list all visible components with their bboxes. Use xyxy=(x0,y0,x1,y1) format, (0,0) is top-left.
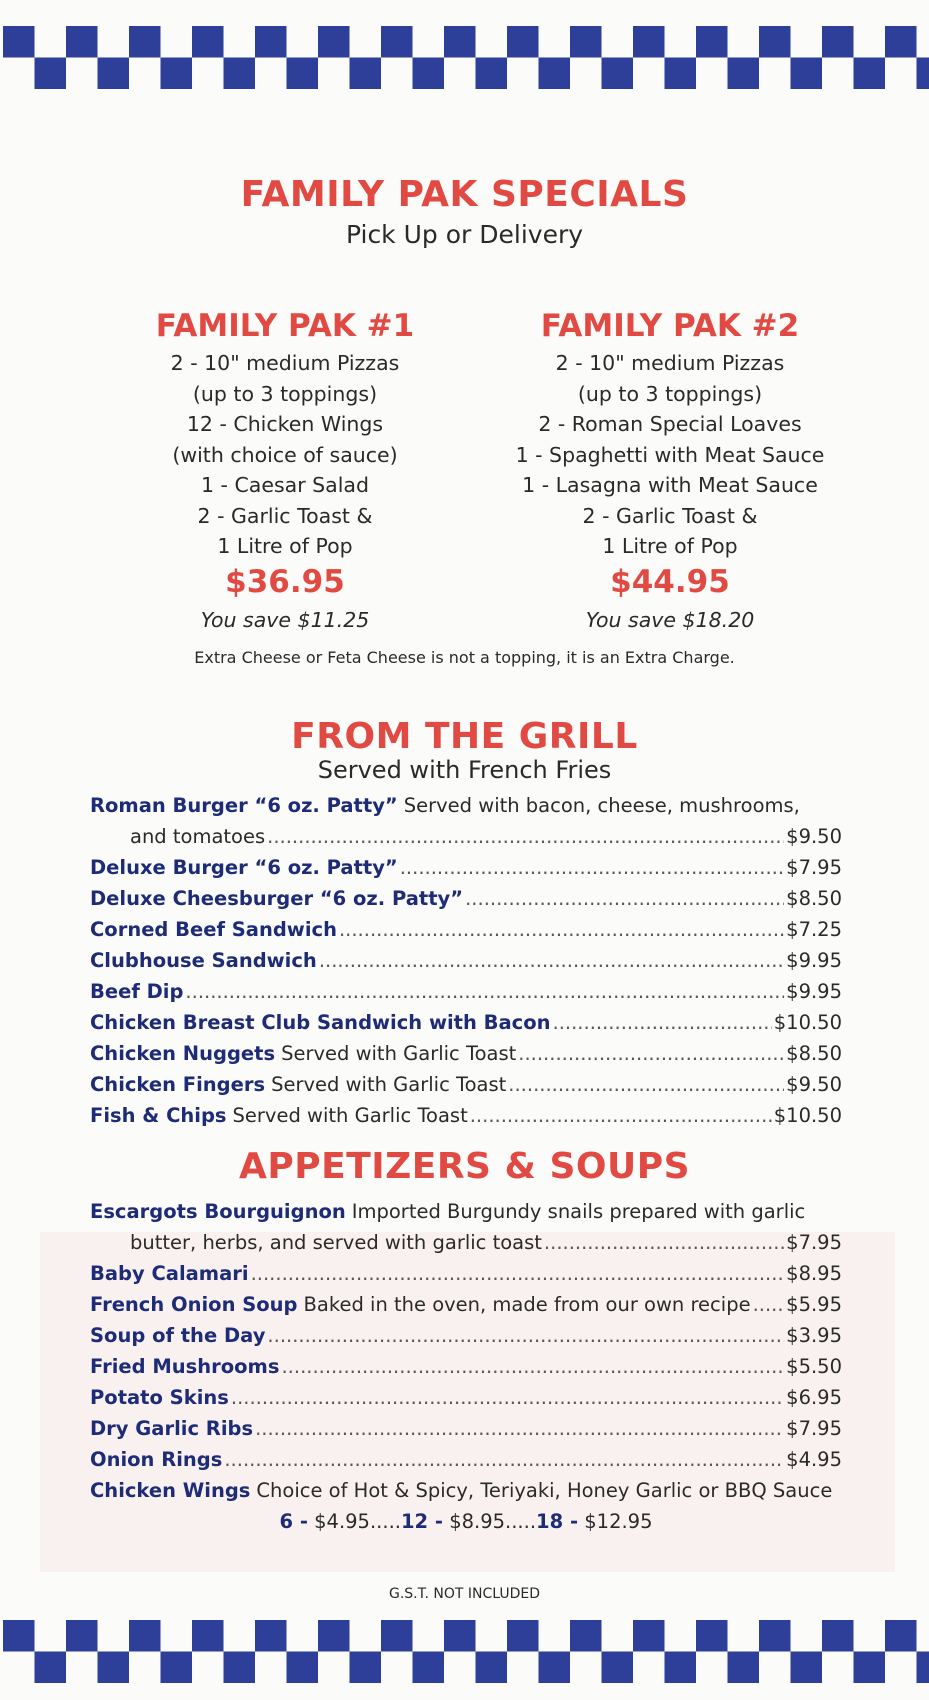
item-name: Fish & Chips xyxy=(90,1104,227,1127)
item-name: Potato Skins xyxy=(90,1386,229,1409)
checker-square xyxy=(255,26,287,58)
item-name: Corned Beef Sandwich xyxy=(90,918,337,941)
checker-square xyxy=(35,58,67,90)
family-pak-subtitle: Pick Up or Delivery xyxy=(345,220,584,249)
chicken-wings-prices xyxy=(90,1506,842,1537)
checker-square xyxy=(570,26,602,58)
item-price: $8.50 xyxy=(786,1042,842,1065)
checker-square xyxy=(633,26,665,58)
pak-2-lines xyxy=(505,348,835,562)
checker-square xyxy=(318,1620,350,1652)
checker-square xyxy=(665,1652,697,1684)
item-name: French Onion Soup xyxy=(90,1293,298,1316)
item-name: Beef Dip xyxy=(90,980,184,1003)
item-price: $5.50 xyxy=(786,1355,842,1378)
item-price: $9.50 xyxy=(786,825,842,848)
checker-square xyxy=(350,58,382,90)
item-price: $9.95 xyxy=(786,949,842,972)
pak-1-lines xyxy=(120,348,450,562)
checker-square xyxy=(381,1620,413,1652)
checker-border-top xyxy=(0,26,929,90)
leader-dots xyxy=(255,1413,784,1444)
menu-item xyxy=(90,1351,842,1382)
item-price: $7.95 xyxy=(786,856,842,879)
item-description: Served with Garlic Toast xyxy=(232,1104,468,1127)
checker-square xyxy=(98,58,130,90)
pak-1-savings: You save $11.25 xyxy=(200,607,370,632)
checker-square xyxy=(287,1652,319,1684)
menu-item xyxy=(90,914,842,945)
checker-square xyxy=(224,1652,256,1684)
checker-square xyxy=(633,1620,665,1652)
checker-square xyxy=(822,26,854,58)
menu-item xyxy=(90,1289,842,1320)
grill-item-list xyxy=(90,790,842,1131)
checker-square xyxy=(161,58,193,90)
checker-square xyxy=(539,58,571,90)
checker-square xyxy=(759,1620,791,1652)
wings-count: 6 - xyxy=(279,1510,308,1533)
pak-2-line: (up to 3 toppings) xyxy=(577,381,763,406)
leader-dots xyxy=(753,1289,785,1320)
item-price: $7.95 xyxy=(786,1417,842,1440)
item-price: $8.50 xyxy=(786,887,842,910)
item-price: $7.25 xyxy=(786,918,842,941)
menu-item-roman-burger-cont xyxy=(90,821,842,852)
checker-square xyxy=(413,1652,445,1684)
checker-square xyxy=(885,26,917,58)
pak-1-line: 12 - Chicken Wings xyxy=(186,412,384,436)
pak-2-line: 1 - Lasagna with Meat Sauce xyxy=(522,473,818,497)
grill-subtitle: Served with French Fries xyxy=(317,756,612,784)
leader-dots xyxy=(518,1038,784,1069)
checker-square xyxy=(570,1620,602,1652)
menu-item xyxy=(90,1007,842,1038)
item-name: Chicken Breast Club Sandwich with Bacon xyxy=(90,1011,551,1034)
wings-count: 18 - xyxy=(536,1510,579,1533)
item-name: Fried Mushrooms xyxy=(90,1355,280,1378)
checker-square xyxy=(791,1652,823,1684)
checker-square xyxy=(287,58,319,90)
checker-square xyxy=(192,26,224,58)
menu-item-escargots-cont xyxy=(90,1227,842,1258)
menu-item xyxy=(90,1069,842,1100)
pak-1-title: FAMILY PAK #1 xyxy=(155,308,415,344)
leader-dots xyxy=(544,1227,784,1258)
checker-square xyxy=(350,1652,382,1684)
item-name: Soup of the Day xyxy=(90,1324,266,1347)
item-description: Served with bacon, cheese, mushrooms, xyxy=(403,794,800,817)
menu-item xyxy=(90,1258,842,1289)
item-name: Deluxe Cheesburger “6 oz. Patty” xyxy=(90,887,464,910)
leader-dots xyxy=(185,976,784,1007)
checker-square xyxy=(476,58,508,90)
menu-item xyxy=(90,1382,842,1413)
checker-border-bottom xyxy=(0,1620,929,1684)
pak-2-line: 2 - Garlic Toast & xyxy=(582,503,758,528)
checker-square xyxy=(759,26,791,58)
checker-square xyxy=(602,1652,634,1684)
family-pak-1 xyxy=(120,308,450,632)
checker-square xyxy=(665,58,697,90)
wings-separator: ..... xyxy=(505,1510,537,1533)
menu-item-escargots xyxy=(90,1196,842,1227)
checker-square xyxy=(507,26,539,58)
pak-2-line: 1 - Spaghetti with Meat Sauce xyxy=(515,442,825,467)
item-description: Served with Garlic Toast xyxy=(271,1073,507,1096)
checker-square xyxy=(791,58,823,90)
pak-1-line: (with choice of sauce) xyxy=(172,442,398,467)
item-name: Baby Calamari xyxy=(90,1262,249,1285)
checker-square xyxy=(885,1620,917,1652)
checker-square xyxy=(822,1620,854,1652)
item-name: Onion Rings xyxy=(90,1448,223,1471)
item-price: $7.95 xyxy=(786,1231,842,1254)
checker-square xyxy=(854,1652,886,1684)
checker-square xyxy=(476,1652,508,1684)
checker-square xyxy=(98,1652,130,1684)
pak-2-line: 1 Litre of Pop xyxy=(602,534,738,558)
pak-2-line: 2 - Roman Special Loaves xyxy=(538,412,802,436)
pak-1-price: $36.95 xyxy=(225,563,345,600)
leader-dots xyxy=(231,1382,784,1413)
menu-item xyxy=(90,883,842,914)
pak-1-line: (up to 3 toppings) xyxy=(192,381,378,406)
checker-square xyxy=(728,58,760,90)
menu-item xyxy=(90,1320,842,1351)
pak-1-line: 1 Litre of Pop xyxy=(217,534,353,558)
item-name: Chicken Fingers xyxy=(90,1073,266,1096)
item-description: and tomatoes xyxy=(130,825,266,848)
menu-item xyxy=(90,945,842,976)
item-price: $6.95 xyxy=(786,1386,842,1409)
item-name: Deluxe Burger “6 oz. Patty” xyxy=(90,856,398,879)
checker-square xyxy=(3,1620,35,1652)
appetizer-item-list xyxy=(90,1196,842,1537)
checker-square xyxy=(3,26,35,58)
leader-dots xyxy=(553,1007,772,1038)
item-price: $3.95 xyxy=(786,1324,842,1347)
menu-item xyxy=(90,1038,842,1069)
pak-2-savings: You save $18.20 xyxy=(585,607,755,632)
checker-square xyxy=(318,26,350,58)
item-description: Choice of Hot & Spicy, Teriyaki, Honey Garlic or BBQ Sauce xyxy=(256,1479,833,1502)
checker-square xyxy=(161,1652,193,1684)
item-price: $8.95 xyxy=(786,1262,842,1285)
checker-square xyxy=(129,1620,161,1652)
item-price: $9.95 xyxy=(786,980,842,1003)
item-price: $5.95 xyxy=(786,1293,842,1316)
family-pak-title: FAMILY PAK SPECIALS xyxy=(240,174,689,215)
wings-price: $4.95 xyxy=(314,1510,370,1533)
checker-square xyxy=(444,26,476,58)
leader-dots xyxy=(281,1351,784,1382)
checker-square xyxy=(728,1652,760,1684)
checker-square xyxy=(917,58,929,90)
checker-square xyxy=(66,1620,98,1652)
gst-footer: G.S.T. NOT INCLUDED xyxy=(388,1586,541,1602)
leader-dots xyxy=(470,1100,772,1131)
pak-2-title: FAMILY PAK #2 xyxy=(540,308,800,344)
checker-square xyxy=(917,1652,929,1684)
checker-square xyxy=(66,26,98,58)
pak-1-line: 1 - Caesar Salad xyxy=(201,473,369,497)
leader-dots xyxy=(508,1069,784,1100)
menu-item xyxy=(90,1100,842,1131)
checker-square xyxy=(413,58,445,90)
grill-title: FROM THE GRILL xyxy=(291,716,638,757)
wings-count: 12 - xyxy=(400,1510,443,1533)
pak-1-line: 2 - 10" medium Pizzas xyxy=(170,351,400,375)
item-description: butter, herbs, and served with garlic toast xyxy=(130,1231,542,1254)
menu-item xyxy=(90,976,842,1007)
checker-square xyxy=(696,26,728,58)
leader-dots xyxy=(319,945,784,976)
item-description: Imported Burgundy snails prepared with garlic xyxy=(351,1200,806,1223)
item-name: Roman Burger “6 oz. Patty” xyxy=(90,794,398,817)
leader-dots xyxy=(465,883,784,914)
item-name: Escargots Bourguignon xyxy=(90,1200,346,1223)
checker-square xyxy=(224,58,256,90)
appetizers-title: APPETIZERS & SOUPS xyxy=(238,1146,691,1187)
wings-price: $8.95 xyxy=(449,1510,506,1533)
item-name: Chicken Wings xyxy=(90,1479,251,1502)
item-name: Clubhouse Sandwich xyxy=(90,949,317,972)
checker-square xyxy=(381,26,413,58)
item-price: $10.50 xyxy=(773,1011,842,1034)
item-description: Baked in the oven, made from our own recipe xyxy=(303,1293,751,1316)
item-name: Dry Garlic Ribs xyxy=(90,1417,254,1440)
checker-square xyxy=(602,58,634,90)
wings-separator: ..... xyxy=(369,1510,401,1533)
leader-dots xyxy=(224,1444,784,1475)
leader-dots xyxy=(339,914,784,945)
checker-square xyxy=(255,1620,287,1652)
pak-2-price: $44.95 xyxy=(610,563,730,600)
checker-square xyxy=(507,1620,539,1652)
item-description: Served with Garlic Toast xyxy=(281,1042,517,1065)
wings-price: $12.95 xyxy=(584,1510,653,1533)
leader-dots xyxy=(267,821,784,852)
checker-square xyxy=(192,1620,224,1652)
menu-item-roman-burger xyxy=(90,790,842,821)
checker-square xyxy=(539,1652,571,1684)
menu-item xyxy=(90,1413,842,1444)
item-name: Chicken Nuggets xyxy=(90,1042,276,1065)
checker-square xyxy=(129,26,161,58)
checker-square xyxy=(696,1620,728,1652)
checker-square xyxy=(35,1652,67,1684)
menu-item-chicken-wings xyxy=(90,1475,842,1506)
menu-item xyxy=(90,852,842,883)
pak-2-line: 2 - 10" medium Pizzas xyxy=(555,351,785,375)
extra-cheese-note: Extra Cheese or Feta Cheese is not a topping, it is an Extra Charge. xyxy=(194,648,735,667)
leader-dots xyxy=(267,1320,784,1351)
item-price: $4.95 xyxy=(786,1448,842,1471)
checker-square xyxy=(444,1620,476,1652)
leader-dots xyxy=(251,1258,785,1289)
family-pak-2 xyxy=(505,308,835,632)
pak-1-line: 2 - Garlic Toast & xyxy=(197,503,373,528)
checker-square xyxy=(854,58,886,90)
item-price: $10.50 xyxy=(773,1104,842,1127)
menu-item xyxy=(90,1444,842,1475)
item-price: $9.50 xyxy=(786,1073,842,1096)
leader-dots xyxy=(400,852,784,883)
